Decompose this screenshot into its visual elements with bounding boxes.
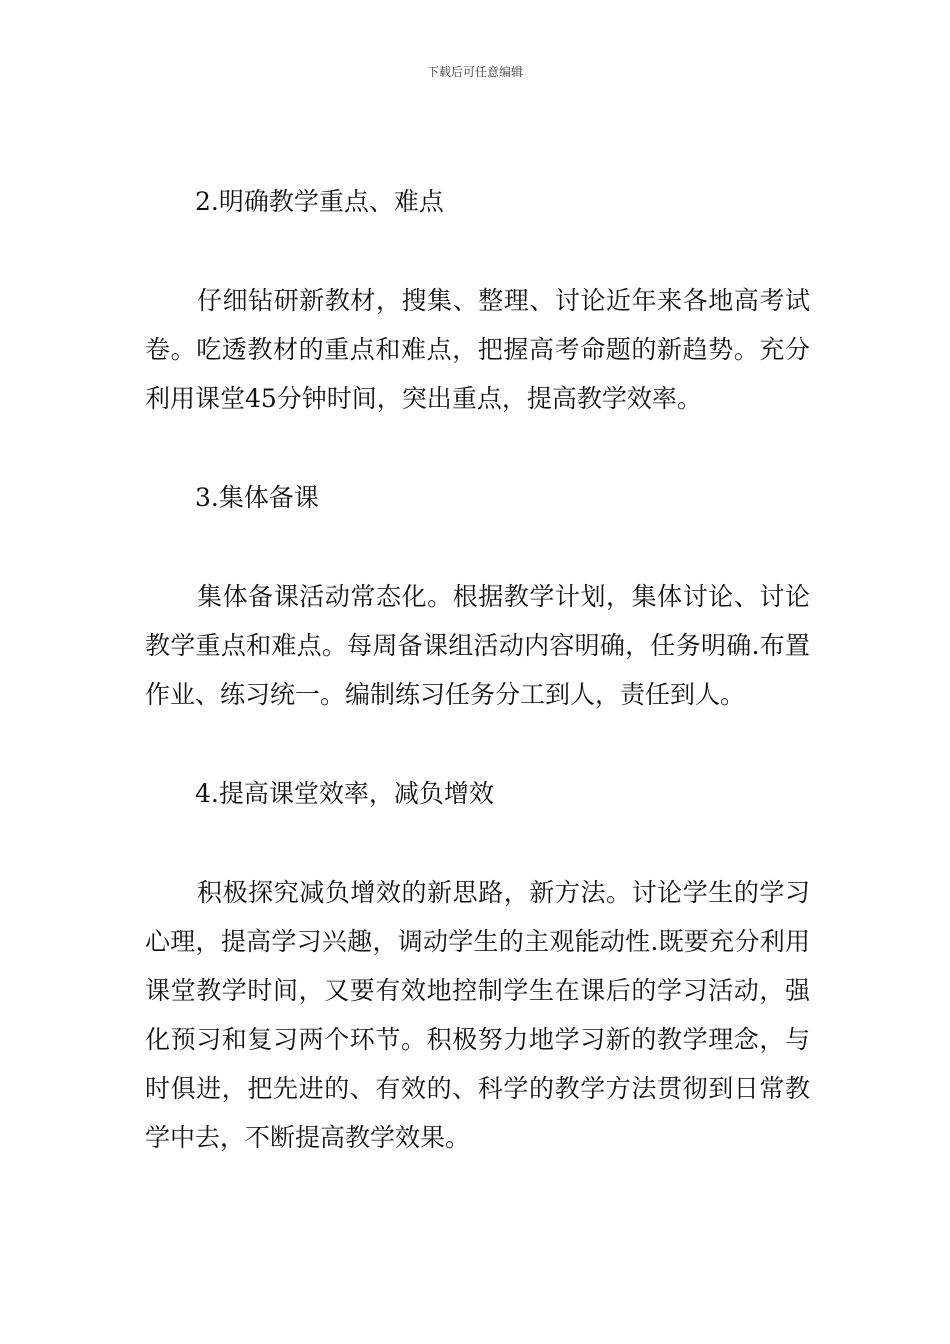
section-paragraph-3: 集体备课活动常态化。根据教学计划，集体讨论、讨论教学重点和难点。每周备课组活动内容明确，任务明确.布置作业、练习统一。编制练习任务分工到人，责任到人。 <box>145 582 810 709</box>
section-heading-2: 2.明确教学重点、难点 <box>195 187 444 216</box>
section-heading-3: 3.集体备课 <box>195 483 319 512</box>
section-paragraph-2: 仔细钻研新教材，搜集、整理、讨论近年来各地高考试卷。吃透教材的重点和难点，把握高考命题的新趋势。充分利用课堂45分钟时间，突出重点，提高教学效率。 <box>145 286 810 413</box>
section-paragraph-4: 积极探究减负增效的新思路，新方法。讨论学生的学习心理，提高学习兴趣，调动学生的主观能动性.既要充分利用课堂教学时间，又要有效地控制学生在课后的学习活动，强化预习和复习两个环节。积极努力地学习新的教学理念，与时俱进，把先进的、有效的、科学的教学方法贯彻到日常教学中去，不断提高教学效果。 <box>145 878 810 1152</box>
document-body <box>145 177 810 1162</box>
section-heading-4: 4.提高课堂效率，减负增效 <box>195 779 494 808</box>
page-header-note: 下载后可任意编辑 <box>426 65 523 79</box>
